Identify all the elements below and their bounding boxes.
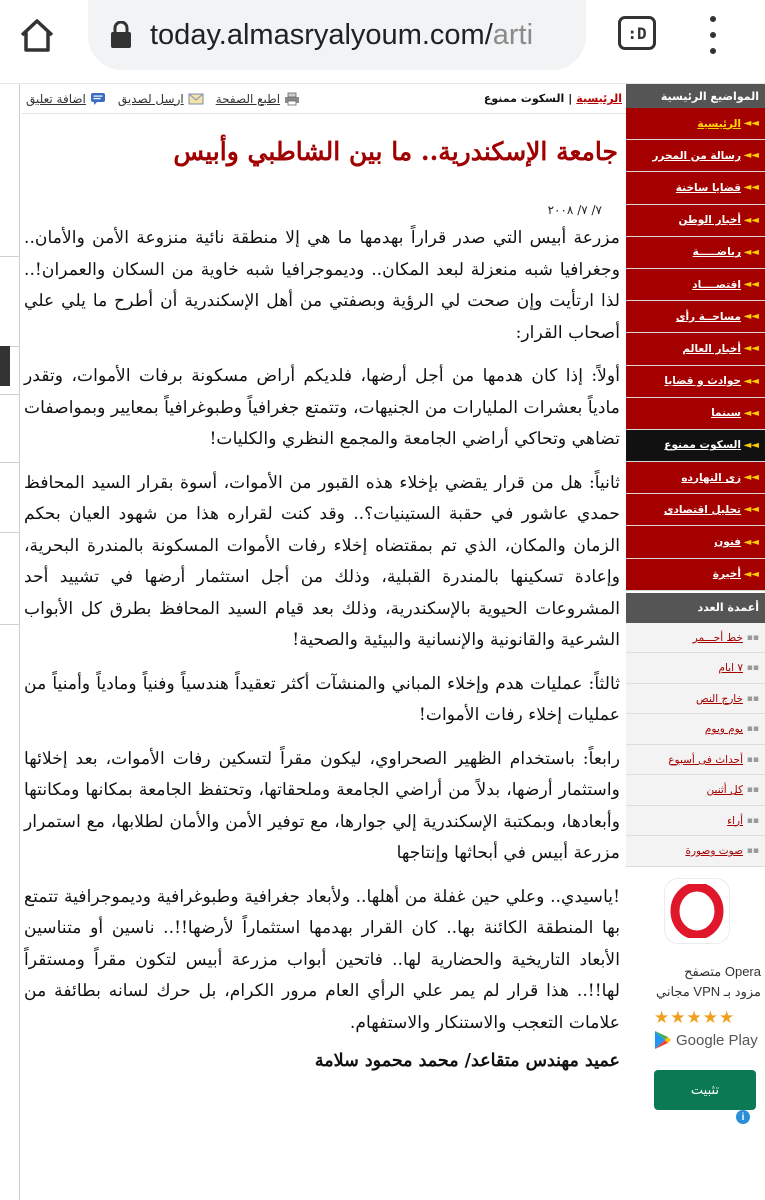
tab-switcher-button[interactable] [618,16,656,50]
sidebar-nav-label: قضايا ساخنة [675,181,741,194]
column-list-item[interactable] [626,623,765,654]
sidebar-nav-item[interactable] [626,462,765,494]
sidebar-nav-label: أخبار العالم [682,342,741,355]
sidebar-nav-label: الرئيسية [697,117,741,130]
browser-menu-button[interactable] [700,14,726,56]
double-chevron-icon: ◄◄ [743,343,759,355]
double-chevron-icon: ◄◄ [743,150,759,162]
sidebar-nav-item[interactable] [626,430,765,462]
printer-icon [284,92,300,106]
column-label: أحداث فى أسبوع [668,753,743,766]
sidebar-nav-item[interactable] [626,108,765,140]
column-label: أراء [727,814,743,827]
column-list-item[interactable] [626,836,765,867]
bullet-icon: ▪▪ [746,846,759,857]
ad-app-text [626,962,761,1002]
comment-label: اضافة تعليق [26,91,86,106]
tab-switcher-label: :D [627,23,647,43]
sidebar-nav-item[interactable] [626,398,765,430]
ad-app-description: مزود بـ VPN مجاني [656,984,761,999]
double-chevron-icon: ◄◄ [743,214,759,226]
column-label: خارج النص [695,692,743,705]
sidebar-nav-item[interactable] [626,140,765,172]
envelope-icon [188,92,204,106]
opera-logo[interactable] [664,878,730,944]
sidebar-nav-label: مساحــة رأى [675,310,741,323]
ad-info-icon[interactable]: i [736,1110,750,1124]
article-date: ٧/ ٧/ ٢٠٠٨ [547,203,602,217]
double-chevron-icon: ◄◄ [743,375,759,387]
menu-dot-icon [710,16,716,22]
sidebar-nav-label: فنون [714,536,741,549]
article-area [22,84,626,1200]
article-paragraph: مزرعة أبيس التي صدر قراراً بهدمها ما هي إلا منطقة نائية منزوعة الأمن والأمان.. وجغرافيا شبه منعزلة لبعد المكان.. وديموجرافيا شبه خاوية من السكان والعمران!.. لذا ارتأيت وإن صحت لي الرؤية وبصفتي من أهل الإسكندرية أن أطرح ما يلي علي أصحاب القرار: [24,228,620,343]
column-list-item[interactable] [626,714,765,745]
breadcrumb-separator: | [568,92,573,105]
column-list-item[interactable] [626,806,765,837]
bullet-icon: ▪▪ [746,754,759,765]
sidebar-nav-label: رسالة من المحرر [652,149,741,162]
home-icon [18,17,56,53]
browser-toolbar [0,0,765,84]
article-paragraph: أولاً: إذا كان هدمها من أجل أرضها، فلديكم أراض مسكونة برفات الأموات، وتقدر مادياً بعشرات المليارات من الجنيهات، وتتمتع جغرافياً وطبوغرافياً بمعايير وبمواصفات تضاهي وتحاكي أراضي الجامعة والمجمع النظري والكليات! [24,366,620,449]
columns-list [626,623,765,867]
address-bar[interactable] [88,0,586,70]
print-label: اطبع الصفحة [215,91,281,106]
sidebar-nav-item[interactable] [626,205,765,237]
sidebar-nav-item[interactable] [626,333,765,365]
comment-icon [90,92,106,106]
sidebar-nav-label: تحليل اقتصادى [663,503,741,516]
double-chevron-icon: ◄◄ [743,246,759,258]
google-play-icon [654,1030,672,1050]
article-title: جامعة الإسكندرية.. ما بين الشاطبي وأبيس [173,137,618,166]
sidebar-nav-label: زى النهارده [681,471,741,484]
left-edge-block [0,346,10,386]
bullet-icon: ▪▪ [746,724,759,735]
sidebar-nav-item[interactable] [626,172,765,204]
menu-dot-icon [710,32,716,38]
column-label: ٧ ايام [718,662,743,675]
article-paragraph: !ياسيدي.. وعلي حين غفلة من أهلها.. ولأبعاد جغرافية وطبوغرافية وديموجرافية تتمتع بها المنطقة الكائنة بها.. كان القرار بهدمها استثماراً لأرضها!!.. ناسين أو متناسين الأبعاد التاريخية والحضارية لها.. فاتحين أبواب مزرعة أبيس لتكون مقراً ومستقراً لها!!.. هذا قرار لم يمر علي الرأي العام مرور الكرام، بل حرك لسانه بطائفة من علامات التعجب والاستنكار والاستفهام. [24,886,620,1033]
column-list-item[interactable] [626,653,765,684]
sidebar-nav-item[interactable] [626,269,765,301]
google-play-label: Google Play [676,1031,758,1049]
columns-heading: أعمدة العدد [626,593,765,623]
double-chevron-icon: ◄◄ [743,504,759,516]
sidebar [626,84,765,1200]
column-list-item[interactable] [626,684,765,715]
double-chevron-icon: ◄◄ [743,182,759,194]
advertisement[interactable] [626,870,765,1130]
article-toolbar [22,84,626,114]
url-text: today.almasryalyoum.com/arti [150,18,534,51]
print-link[interactable] [216,92,300,106]
breadcrumb-home-link[interactable]: الرئيسية [576,92,622,105]
sidebar-nav-item[interactable] [626,237,765,269]
double-chevron-icon: ◄◄ [743,311,759,323]
bullet-icon: ▪▪ [746,663,759,674]
install-button[interactable]: تثبيت [654,1070,756,1110]
breadcrumb-section: السكوت ممنوع [483,92,565,105]
bullet-icon: ▪▪ [746,693,759,704]
sidebar-nav-item[interactable] [626,559,765,591]
article-body [22,223,620,1071]
bullet-icon: ▪▪ [746,785,759,796]
double-chevron-icon: ◄◄ [743,118,759,130]
sidebar-nav-label: رياضـــــة [692,246,741,259]
sidebar-nav-label: أخيرة [712,568,741,581]
sidebar-nav-label: أخبار الوطن [678,214,741,227]
sidebar-nav-label: السكوت ممنوع [664,439,741,452]
breadcrumb [484,92,622,105]
column-list-item[interactable] [626,775,765,806]
double-chevron-icon: ◄◄ [743,407,759,419]
rating-stars: ★★★★★ [654,1008,736,1028]
sidebar-nav-item[interactable] [626,301,765,333]
lock-icon [110,21,132,49]
bullet-icon: ▪▪ [746,632,759,643]
column-label: يوم ويوم [704,723,743,736]
web-page [0,84,765,1200]
left-edge-strip [0,84,20,1200]
sidebar-nav-item[interactable] [626,366,765,398]
main-topics-nav [626,108,765,591]
sidebar-nav-label: سينما [711,407,741,420]
article-signature: عميد مهندس متقاعد/ محمد محمود سلامة [314,1051,620,1071]
main-topics-heading: المواضيع الرئيسية [626,84,765,108]
send-to-friend-link[interactable] [118,92,204,106]
sidebar-nav-item[interactable] [626,494,765,526]
sidebar-nav-item[interactable] [626,526,765,558]
double-chevron-icon: ◄◄ [743,472,759,484]
bullet-icon: ▪▪ [746,815,759,826]
send-label: ارسل لصديق [117,91,184,106]
menu-dot-icon [710,48,716,54]
home-button[interactable] [14,12,60,58]
ad-app-name: Opera متصفح [684,964,761,979]
column-label: كل أثنين [706,784,743,797]
google-play-badge [654,1030,758,1050]
column-label: خط أحـــمر [692,631,743,644]
article-paragraph: رابعاً: باستخدام الظهير الصحراوي، ليكون مقراً لتسكين رفات الأموات، بعد إخلائها واستثمار أرضها، بدلاً من أراضي الجامعة وملحقاتها، وتحتفظ الجامعة بمكانها ومكانتها وأبعادها، وبمكتبة الإسكندرية إلي جوارها، مع توفير الأمن والأمان لطلابها، مع استمرار مزرعة أبيس في أبحاثها وإنتاجها [24,748,620,863]
column-list-item[interactable] [626,745,765,776]
sidebar-nav-label: حوادث و قضايا [664,375,741,388]
double-chevron-icon: ◄◄ [743,536,759,548]
double-chevron-icon: ◄◄ [743,568,759,580]
article-paragraph: ثانياً: هل من قرار يقضي بإخلاء هذه القبور من الأموات، أسوة بقرار السيد المحافظ حمدي عاشور في حقبة الستينيات؟.. وقد كنت لقراره هذا من شهود العيان بحكم الزمان والمكان، الذي تم بمقتضاه إخلاء رفات الأموات المسكونة بالمندرة البحرية، وإعادة تسكينها بالمندرة القبلية، وذلك من أجل استثمار أرضها في تشييد أحد المشروعات الحيوية بالإسكندرية، وذلك بعد قيام السيد المحافظ بطرق كل الأبواب الشرعية والقانونية والإنسانية والبيئية والصحية! [24,472,620,650]
add-comment-link[interactable] [26,92,106,106]
opera-icon [670,884,724,938]
sidebar-nav-label: اقتصــــاد [692,278,741,291]
double-chevron-icon: ◄◄ [743,279,759,291]
column-label: صوت وصورة [685,845,743,858]
article-paragraph: ثالثاً: عمليات هدم وإخلاء المباني والمنشآت أكثر تعقيداً هندسياً وفنياً ومادياً وأمنياً من عمليات إخلاء رفات الأموات! [24,673,620,725]
double-chevron-icon: ◄◄ [743,439,759,451]
article-tools [26,92,300,106]
